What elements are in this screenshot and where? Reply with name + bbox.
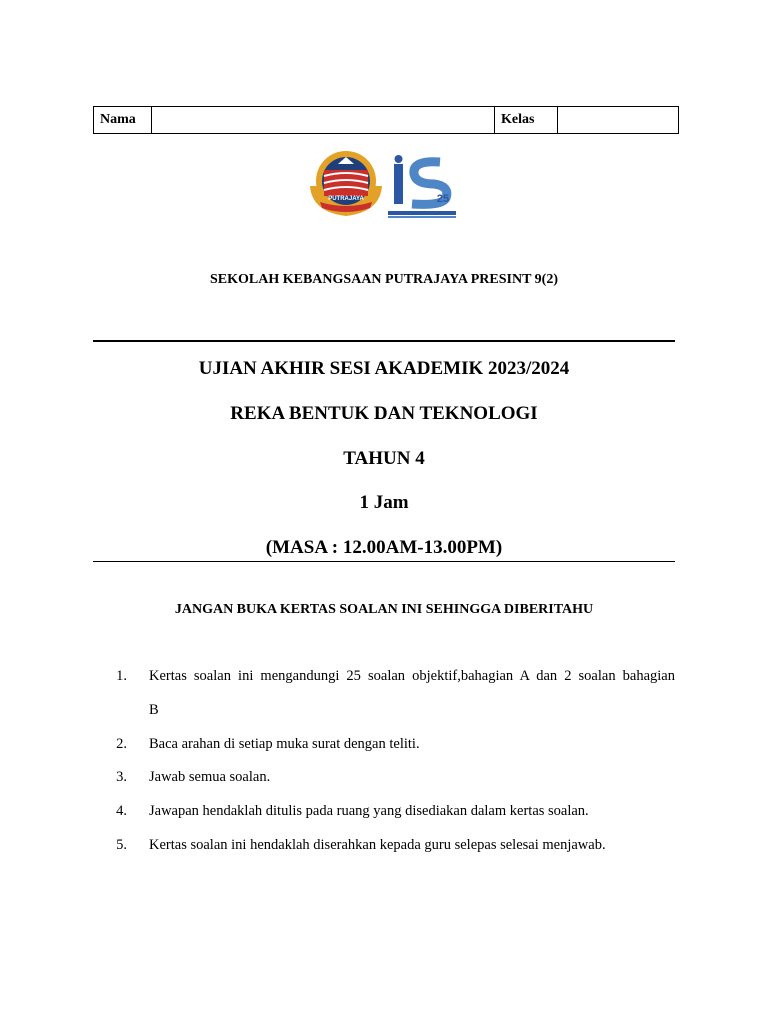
student-info-table xyxy=(93,106,679,134)
exam-time: (MASA : 12.00AM-13.00PM) xyxy=(265,537,503,558)
program-logo-icon xyxy=(388,155,456,218)
top-divider xyxy=(93,340,675,342)
name-field[interactable] xyxy=(152,107,495,134)
bottom-divider xyxy=(93,561,675,562)
school-emblem-icon xyxy=(310,151,382,216)
exam-title: UJIAN AKHIR SESI AKADEMIK 2023/2024 xyxy=(198,358,570,379)
exam-duration: 1 Jam xyxy=(359,492,409,513)
exam-subject: REKA BENTUK DAN TEKNOLOGI xyxy=(230,403,538,424)
class-label: Kelas xyxy=(495,107,558,134)
logos-graphic xyxy=(306,150,458,222)
school-name: SEKOLAH KEBANGSAAN PUTRAJAYA PRESINT 9(2) xyxy=(210,272,558,287)
class-field[interactable] xyxy=(558,107,679,134)
emblem-badge-text: PUTRAJAYA xyxy=(328,196,364,202)
exam-year: TAHUN 4 xyxy=(343,448,425,469)
warning-text: JANGAN BUKA KERTAS SOALAN INI SEHINGGA DIBERITAHU xyxy=(174,602,594,617)
name-label: Nama xyxy=(94,107,152,134)
logos xyxy=(306,150,458,222)
program-logo-number: 25 xyxy=(436,193,450,205)
